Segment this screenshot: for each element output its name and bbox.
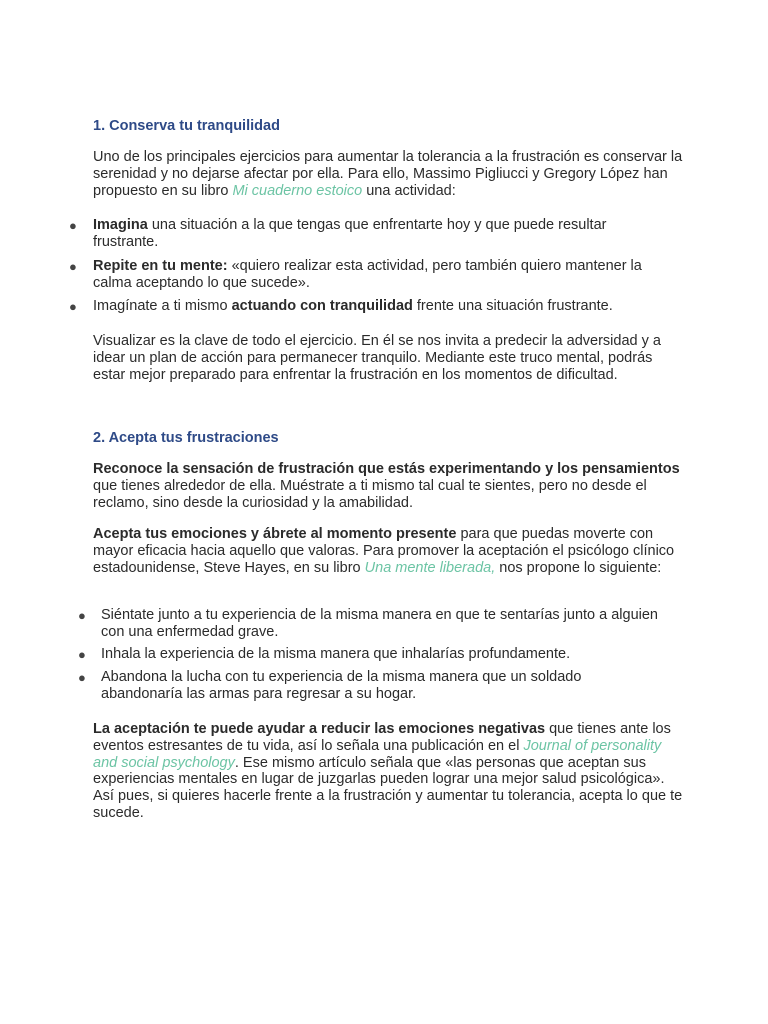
list-item: Siéntate junto a tu experiencia de la misma manera en que te sentarías junto a alguien con una enfermedad grave. bbox=[101, 607, 658, 640]
bullet-dot: ● bbox=[69, 218, 77, 233]
paragraph-bold: La aceptación te puede ayudar a reducir las emociones negativas bbox=[93, 721, 546, 737]
paragraph-text: que tienes ante los eventos estresantes de tu vida, así lo señala una publicación en el bbox=[93, 721, 671, 754]
section-heading-1: 1. Conserva tu tranquilidad bbox=[93, 118, 280, 134]
journal-link[interactable]: Journal of personality and social psychology bbox=[93, 737, 662, 771]
bullet-text: frente una situación frustrante. bbox=[412, 298, 613, 314]
bullet-bold: Repite en tu mente: bbox=[93, 258, 228, 274]
bullet-bold: Imagina bbox=[93, 217, 148, 233]
paragraph-text: nos propone lo siguiente: bbox=[495, 559, 662, 576]
intro-paragraph bbox=[93, 149, 683, 199]
paragraph-text: que tienes alrededor de ella. Muéstrate a ti mismo tal cual te sientes, pero no desde el reclamo, sino desde la curiosidad y la amabilidad. bbox=[93, 477, 647, 511]
bullet-bold: actuando con tranquilidad bbox=[231, 298, 413, 314]
list-item: Abandona la lucha con tu experiencia de la misma manera que un soldado abandonaría las armas para regresar a su hogar. bbox=[101, 669, 582, 702]
book-link-cuaderno-estoico[interactable]: Mi cuaderno estoico bbox=[232, 182, 363, 199]
closing-paragraph: Visualizar es la clave de todo el ejercicio. En él se nos invita a predecir la adversidad y a idear un plan de acción para permanecer tranquilo. Mediante este truco mental, podrás estar mejor preparado para enfrentar la frustración en los momentos de dificultad. bbox=[93, 333, 661, 383]
list-item bbox=[93, 298, 668, 315]
paragraph-recognize bbox=[93, 461, 683, 511]
section-heading-2: 2. Acepta tus frustraciones bbox=[93, 430, 279, 446]
paragraph-bold: Acepta tus emociones y ábrete al momento presente bbox=[93, 526, 457, 542]
bullet-text: «quiero realizar esta actividad, pero también quiero mantener la calma aceptando lo que sucede». bbox=[93, 258, 642, 291]
list-item: Inhala la experiencia de la misma manera que inhalarías profundamente. bbox=[101, 646, 571, 662]
paragraph-text: para que puedas moverte con mayor eficacia hacia aquello que valoras. Para promover la aceptación el psicólogo clínico estadounidense, Steve Hayes, en su libro bbox=[93, 526, 675, 576]
bullet-dot: ● bbox=[78, 670, 86, 685]
bullet-dot: ● bbox=[78, 608, 86, 623]
bullet-text: una situación a la que tengas que enfrentarte hoy y que puede resultar frustrante. bbox=[93, 217, 607, 250]
paragraph-bold: Reconoce la sensación de frustración que estás experimentando y los pensamientos bbox=[93, 461, 680, 477]
paragraph-accept-emotions bbox=[93, 526, 683, 576]
paragraph-text: . Ese mismo artículo señala que «las personas que aceptan sus experiencias mentales en lugar de juzgarlas pueden lograr una mejor salud psicológica». Así pues, si quieres hacerle frente a la frustración y aumentar tu tolerancia, acepta lo que te sucede. bbox=[93, 754, 683, 821]
bullet-dot: ● bbox=[69, 259, 77, 274]
list-item bbox=[93, 217, 668, 251]
bullet-dot: ● bbox=[78, 647, 86, 662]
list-item bbox=[93, 258, 668, 292]
intro-text-2: una actividad: bbox=[362, 182, 456, 199]
intro-text-1: Uno de los principales ejercicios para aumentar la tolerancia a la frustración es conservar la serenidad y no dejarse afectar por ella. Para ello, Massimo Pigliucci y Gregory López han propuesto en su libro bbox=[93, 149, 683, 199]
bullet-dot: ● bbox=[69, 299, 77, 314]
paragraph-acceptance-benefits bbox=[93, 721, 683, 822]
book-link-mente-liberada[interactable]: Una mente liberada, bbox=[364, 559, 496, 576]
bullet-pre: Imagínate a ti mismo bbox=[93, 298, 232, 314]
